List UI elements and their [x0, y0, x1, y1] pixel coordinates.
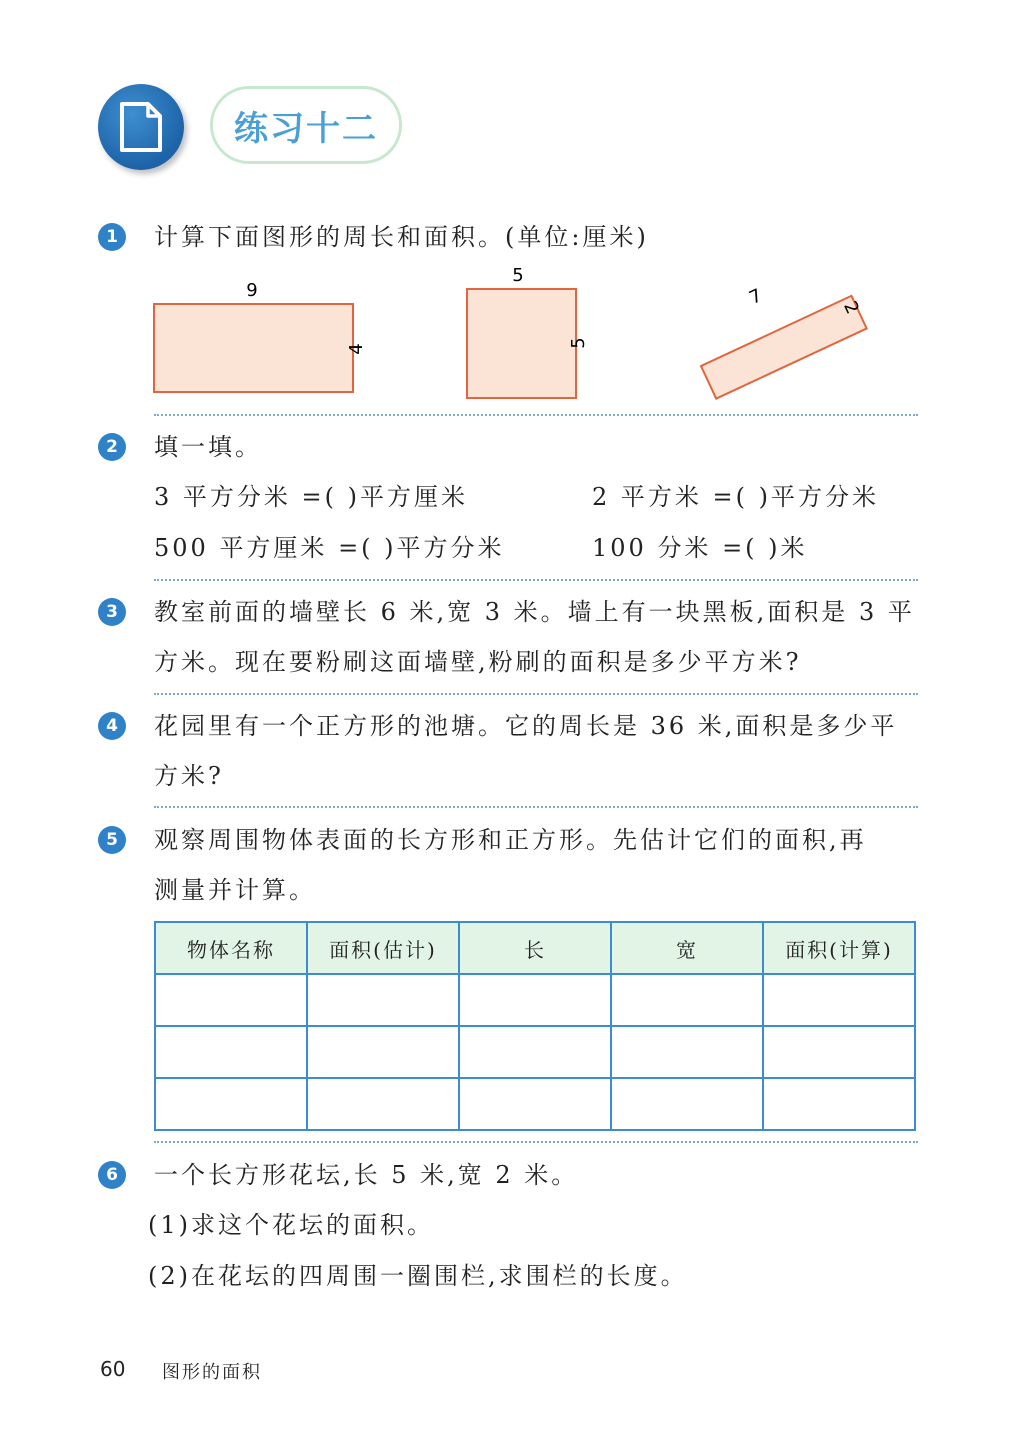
fill-item-3: 500 平方厘米 =( )平方分米	[154, 534, 505, 562]
table-row	[155, 1078, 915, 1130]
separator	[154, 414, 918, 416]
q1-shapes	[140, 262, 880, 412]
question-3-line-2: 方米。现在要粉刷这面墙壁,粉刷的面积是多少平方米?	[154, 648, 802, 676]
question-3-line-1: 教室前面的墙壁长 6 米,宽 3 米。墙上有一块黑板,面积是 3 平	[154, 598, 915, 626]
col-area-estimate: 面积(估计)	[307, 922, 459, 974]
exercise-title-pill	[210, 86, 402, 164]
table-cell[interactable]	[611, 1078, 763, 1130]
question-4-line-2: 方米?	[154, 762, 224, 790]
separator	[154, 693, 918, 695]
col-area-calculated: 面积(计算)	[763, 922, 915, 974]
shape-rectangle	[154, 304, 353, 392]
col-width: 宽	[611, 922, 763, 974]
question-2-text: 填一填。	[154, 433, 262, 461]
measurement-table	[154, 921, 916, 1131]
table-cell[interactable]	[307, 1026, 459, 1078]
table-cell[interactable]	[155, 1026, 307, 1078]
table-cell[interactable]	[155, 974, 307, 1026]
question-1-badge: 1	[98, 223, 126, 251]
question-5-line-2: 测量并计算。	[154, 876, 316, 904]
question-4-line-1: 花园里有一个正方形的池塘。它的周长是 36 米,面积是多少平	[154, 712, 898, 740]
separator	[154, 1141, 918, 1143]
question-5-badge: 5	[98, 826, 126, 854]
rect-width-label: 4	[346, 343, 367, 355]
table-cell[interactable]	[611, 1026, 763, 1078]
question-6-sub-2: (2)在花坛的四周围一圈围栏,求围栏的长度。	[148, 1262, 688, 1290]
question-4-badge: 4	[98, 712, 126, 740]
table-row	[155, 974, 915, 1026]
table-row	[155, 1026, 915, 1078]
separator	[154, 806, 918, 808]
table-cell[interactable]	[763, 974, 915, 1026]
separator	[154, 579, 918, 581]
col-object-name: 物体名称	[155, 922, 307, 974]
table-header-row	[155, 922, 915, 974]
rect-length-label: 9	[246, 280, 258, 301]
table-cell[interactable]	[307, 974, 459, 1026]
square-top-label: 5	[512, 265, 524, 286]
question-6-text: 一个长方形花坛,长 5 米,宽 2 米。	[154, 1161, 579, 1189]
table-cell[interactable]	[459, 1078, 611, 1130]
question-1-text: 计算下面图形的周长和面积。(单位:厘米)	[154, 223, 649, 251]
question-6-sub-1: (1)求这个花坛的面积。	[148, 1211, 434, 1239]
question-6-badge: 6	[98, 1161, 126, 1189]
question-5-line-1: 观察周围物体表面的长方形和正方形。先估计它们的面积,再	[154, 826, 867, 854]
fill-item-1: 3 平方分米 =( )平方厘米	[154, 483, 468, 511]
square-side-label: 5	[568, 337, 589, 349]
shape-square	[467, 289, 576, 398]
table-cell[interactable]	[611, 974, 763, 1026]
question-2-badge: 2	[98, 433, 126, 461]
question-3-badge: 3	[98, 598, 126, 626]
document-icon	[98, 84, 184, 170]
fill-item-2: 2 平方米 =( )平方分米	[592, 483, 879, 511]
chapter-title: 图形的面积	[162, 1362, 262, 1383]
table-cell[interactable]	[763, 1026, 915, 1078]
table-cell[interactable]	[763, 1078, 915, 1130]
tilted-length-label: 7	[746, 285, 766, 309]
fill-item-4: 100 分米 =( )米	[592, 534, 808, 562]
table-cell[interactable]	[155, 1078, 307, 1130]
col-length: 长	[459, 922, 611, 974]
table-cell[interactable]	[307, 1078, 459, 1130]
page-title: 练习十二	[234, 108, 378, 149]
tilted-width-label: 2	[839, 298, 863, 318]
table-cell[interactable]	[459, 1026, 611, 1078]
page-number: 60	[100, 1357, 126, 1381]
table-cell[interactable]	[459, 974, 611, 1026]
